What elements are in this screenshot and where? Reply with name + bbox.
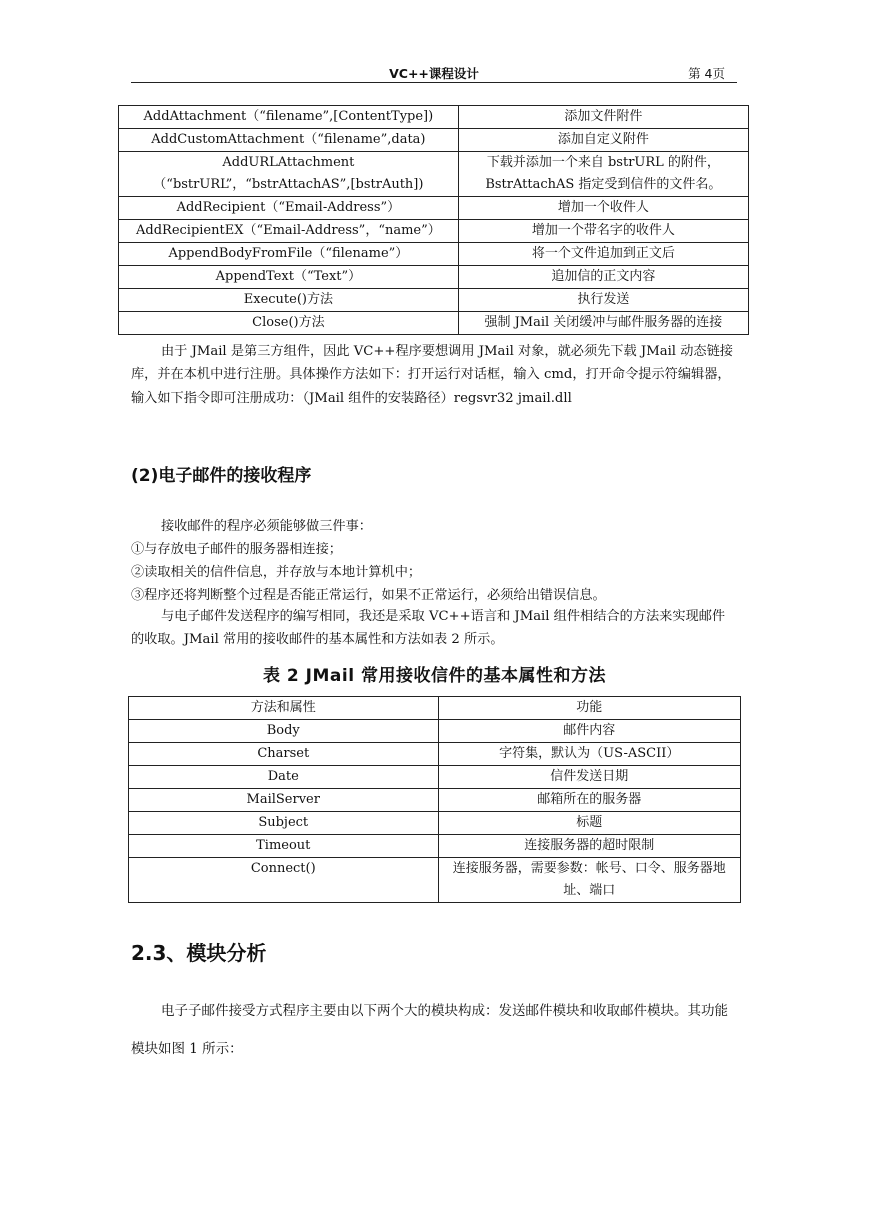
method-cell: AddCustomAttachment（“filename”,data) [119, 129, 459, 152]
property-cell: Date [129, 766, 439, 789]
function-cell: 增加一个收件人 [458, 197, 748, 220]
function-cell: 连接服务器的超时限制 [438, 835, 741, 858]
table-row [129, 766, 741, 789]
header-title: VC++课程设计 [389, 66, 479, 81]
section-heading-receive: (2)电子邮件的接收程序 [131, 466, 312, 486]
property-cell: Subject [129, 812, 439, 835]
function-cell: 邮件内容 [438, 720, 741, 743]
method-cell: AddRecipientEX（“Email-Address”，“name”） [119, 220, 459, 243]
table-row [119, 220, 749, 243]
function-cell: 邮箱所在的服务器 [438, 789, 741, 812]
function-cell: 执行发送 [458, 289, 748, 312]
jmail-send-methods-table [118, 105, 749, 335]
list-item: ②读取相关的信件信息，并存放与本地计算机中； [131, 565, 422, 580]
method-cell: Close()方法 [119, 312, 459, 335]
table-header-row [129, 697, 741, 720]
column-header: 功能 [438, 697, 741, 720]
table-row [129, 812, 741, 835]
table-row [129, 743, 741, 766]
function-cell: 连接服务器，需要参数：帐号、口令、服务器地址、端口 [438, 858, 741, 903]
property-cell: Body [129, 720, 439, 743]
method-cell: AppendBodyFromFile（“filename”） [119, 243, 459, 266]
property-cell: Connect() [129, 858, 439, 903]
table2-caption: 表 2 JMail 常用接收信件的基本属性和方法 [263, 666, 606, 686]
table-row [119, 312, 749, 335]
list-item: ③程序还将判断整个过程是否能正常运行，如果不正常运行，必须给出错误信息。 [131, 588, 606, 603]
table-row [119, 197, 749, 220]
property-cell: MailServer [129, 789, 439, 812]
table-row [129, 720, 741, 743]
function-cell: 增加一个带名字的收件人 [458, 220, 748, 243]
function-cell: 信件发送日期 [438, 766, 741, 789]
function-cell: 将一个文件追加到正文后 [458, 243, 748, 266]
jmail-receive-properties-table [128, 696, 741, 903]
method-cell: AddRecipient（“Email-Address”） [119, 197, 459, 220]
list-item: ①与存放电子邮件的服务器相连接； [131, 542, 342, 557]
method-cell: AppendText（“Text”） [119, 266, 459, 289]
jmail-registration-paragraph: 由于 JMail 是第三方组件，因此 VC++程序要想调用 JMail 对象，就必须先下载 JMail 动态链接库，并在本机中进行注册。具体操作方法如下：打开运行对话框，输入 cmd，打开命令提示符编辑器，输入如下指令即可注册成功：（JMail 组件的安装路径）regsvr32 jmail.dll [131, 344, 733, 406]
method-cell: AddAttachment（“filename”,[ContentType]) [119, 106, 459, 129]
function-cell: 追加信的正文内容 [458, 266, 748, 289]
table-row [119, 152, 749, 197]
function-cell: 下载并添加一个来自 bstrURL 的附件， BstrAttachAS 指定受到信件的文件名。 [458, 152, 748, 197]
table-row [119, 243, 749, 266]
table-row [129, 835, 741, 858]
method-cell: AddURLAttachment （“bstrURL”，“bstrAttachAS”,[bstrAuth]) [119, 152, 459, 197]
property-cell: Charset [129, 743, 439, 766]
page-header [131, 62, 737, 83]
table-row [119, 266, 749, 289]
function-cell: 标题 [438, 812, 741, 835]
module-analysis-paragraph: 电子子邮件接受方式程序主要由以下两个大的模块构成：发送邮件模块和收取邮件模块。其功能模块如图 1 所示： [131, 1003, 728, 1057]
property-cell: Timeout [129, 835, 439, 858]
table-row [119, 129, 749, 152]
table-row [129, 858, 741, 903]
table-row [119, 106, 749, 129]
function-cell: 字符集，默认为（US-ASCII） [438, 743, 741, 766]
function-cell: 添加文件附件 [458, 106, 748, 129]
function-cell: 强制 JMail 关闭缓冲与邮件服务器的连接 [458, 312, 748, 335]
table-row [129, 789, 741, 812]
list-intro: 接收邮件的程序必须能够做三件事： [161, 519, 372, 534]
column-header: 方法和属性 [129, 697, 439, 720]
receive-method-paragraph: 与电子邮件发送程序的编写相同，我还是采取 VC++语言和 JMail 组件相结合的方法来实现邮件的收取。JMail 常用的接收邮件的基本属性和方法如表 2 所示。 [131, 609, 726, 648]
table-row [119, 289, 749, 312]
method-cell: Execute()方法 [119, 289, 459, 312]
section-heading-module-analysis: 2.3、模块分析 [131, 941, 267, 965]
function-cell: 添加自定义附件 [458, 129, 748, 152]
page-number: 第 4页 [688, 66, 725, 81]
